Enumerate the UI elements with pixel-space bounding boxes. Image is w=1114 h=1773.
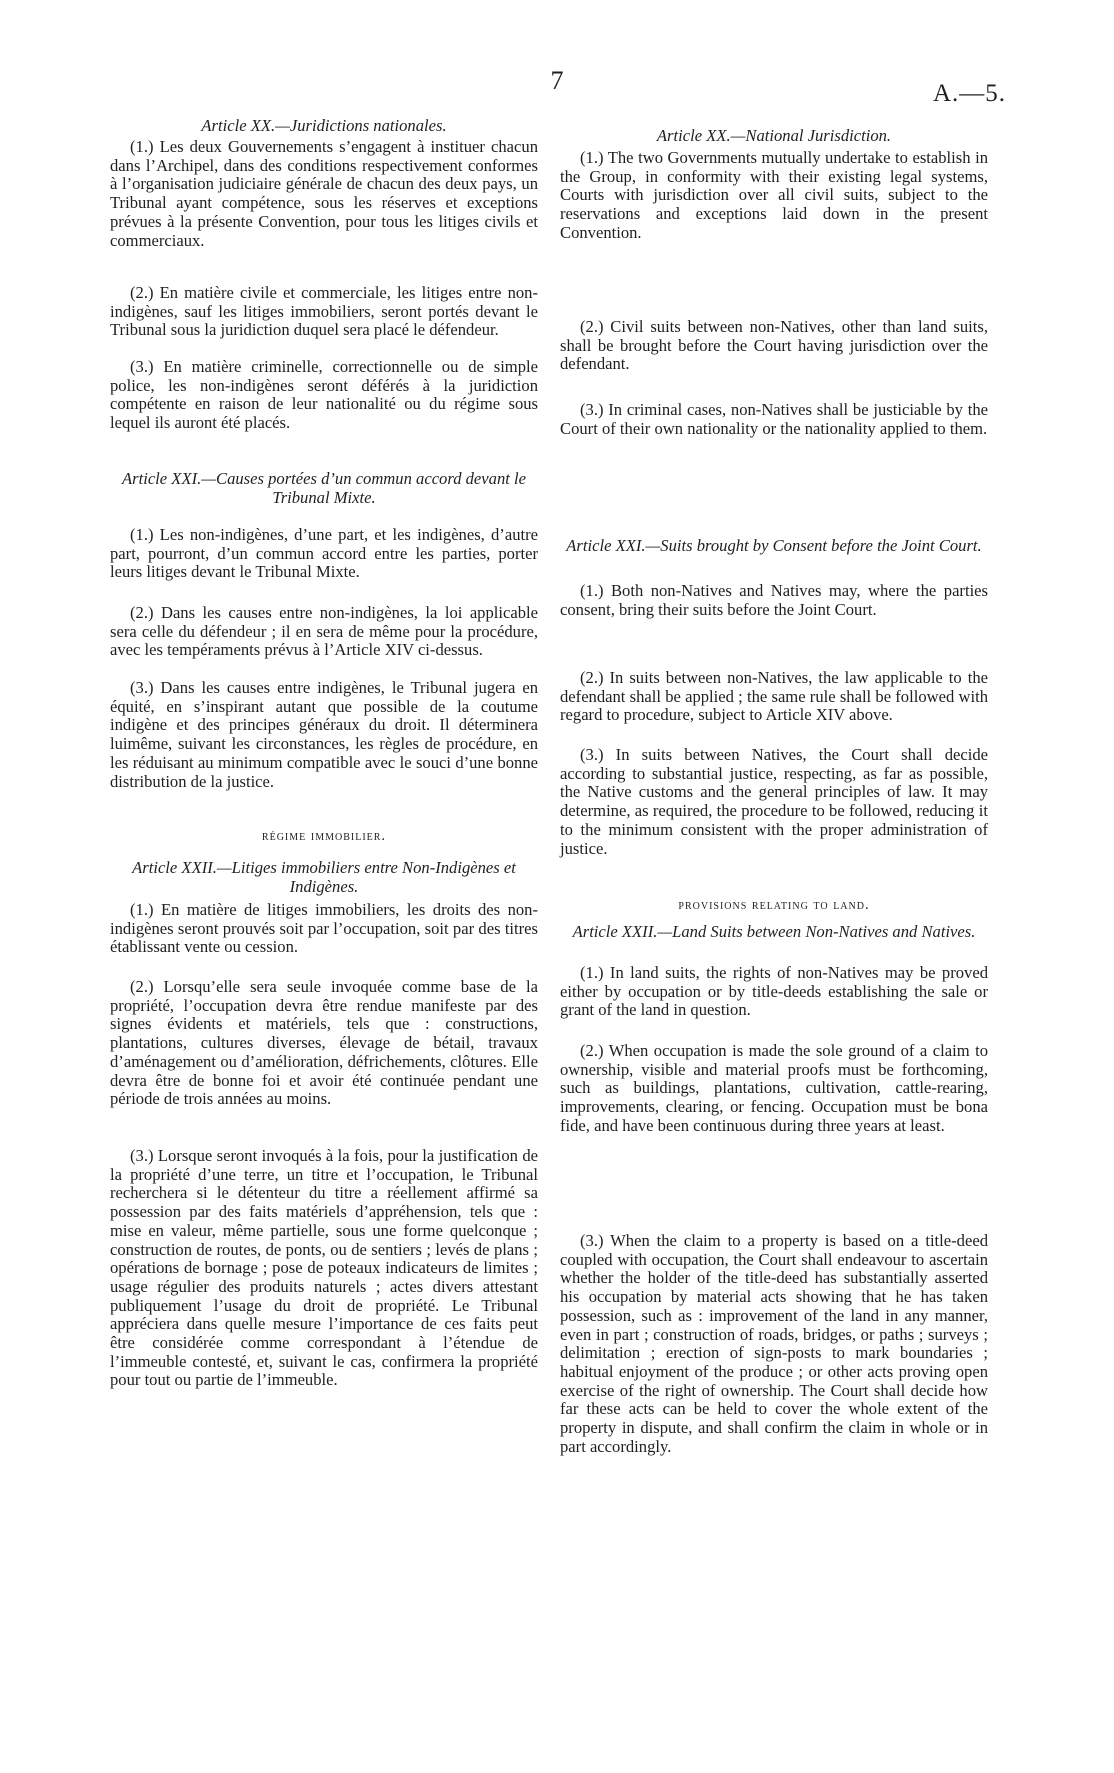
en-article-21-para-1: (1.) Both non-Natives and Natives may, where the parties consent, bring their suits before the Joint Court. [560, 581, 988, 619]
document-reference: A.—5. [932, 80, 1006, 107]
en-article-20-para-3: (3.) In criminal cases, non-Natives shall be justiciable by the Court of their own nationality or the nationality applied to them. [560, 400, 988, 438]
fr-section-title: régime immobilier. [261, 828, 387, 844]
fr-article-21-para-3: (3.) Dans les causes entre indigènes, le Tribunal jugera en équité, en s’inspirant autant que possible de la coutume indigène et des principes généraux du droit. Il déterminera luimême, suivant les circonstances, les règles de procédure, en les réduisant au minimum compatible avec le souci d’une bonne distribution de la justice. [110, 678, 538, 791]
fr-article-22-heading: Article XXII.—Litiges immobiliers entre Non-Indigènes et Indigènes. [132, 858, 516, 896]
en-article-22-para-1: (1.) In land suits, the rights of non-Natives may be proved either by occupation or by title-deeds establishing the sale or grant of the land in question. [560, 963, 988, 1020]
fr-article-22-para-2: (2.) Lorsqu’elle sera seule invoquée comme base de la propriété, l’occupation devra être rendue manifeste par des signes évidents et matériels, tels que : constructions, plantations, cultures diverses, élevage de bétail, travaux d’aménagement ou d’amélioration, défrichements, clôtures. Elle devra être de bonne foi et avoir été continuée pendant une période de trois années au moins. [110, 977, 538, 1109]
fr-article-21-para-2: (2.) Dans les causes entre non-indigènes, la loi applicable sera celle du défendeur ; il en sera de même pour la procédure, avec les tempéraments prévus à l’Article XIV ci-dessus. [110, 603, 538, 660]
en-article-21-heading: Article XXI.—Suits brought by Consent before the Joint Court. [566, 536, 982, 555]
fr-article-20-para-2: (2.) En matière civile et commerciale, les litiges entre non-indigènes, sauf les litiges immobiliers, seront portés devant le Tribunal sous la juridiction duquel sera placé le défendeur. [110, 283, 538, 340]
en-article-20-para-1: (1.) The two Governments mutually undertake to establish in the Group, in conformity with their existing legal systems, Courts with jurisdiction over all civil suits, subject to the reservations and exceptions laid down in the present Convention. [560, 148, 988, 242]
en-article-22-para-2: (2.) When occupation is made the sole ground of a claim to ownership, visible and material proofs must be forthcoming, such as buildings, plantations, cultivation, cattle-rearing, improvements, clearing, or fencing. Occupation must be bona fide, and have been continuous during three years at least. [560, 1041, 988, 1135]
fr-article-20-para-3: (3.) En matière criminelle, correctionnelle ou de simple police, les non-indigènes seront déférés à la juridiction compétente en raison de leur nationalité ou du régime sous lequel ils auront été placés. [110, 357, 538, 433]
en-article-21-para-3: (3.) In suits between Natives, the Court shall decide according to substantial justice, respecting, as far as possible, the Native customs and the general principles of law. It may determine, as required, the procedure to be followed, reducing it to the minimum consistent with the proper administration of justice. [560, 745, 988, 858]
en-article-21-para-2: (2.) In suits between non-Natives, the law applicable to the defendant shall be applied ; the same rule shall be followed with regard to procedure, subject to Article XIV above. [560, 668, 988, 725]
fr-article-20-heading: Article XX.—Juridictions nationales. [201, 116, 447, 135]
page-number: 7 [550, 66, 564, 95]
fr-article-22-para-3: (3.) Lorsque seront invoqués à la fois, pour la justification de la propriété d’une terre, un titre et l’occupation, le Tribunal recherchera si le détenteur du titre a réellement affirmé sa possession par des faits matériels d’appréhension, tels que : mise en valeur, même partielle, sous une forme quelconque ; construction de routes, de ponts, ou de sentiers ; levés de plans ; opérations de bornage ; pose de poteaux indicateurs de limites ; usage régulier des produits naturels ; actes divers attestant publiquement l’usage du droit de propriété. Le Tribunal appréciera dans quelle mesure l’importance de ces faits peut être considérée comme correspondant à l’étendue de l’immeuble contesté, et, suivant le cas, confirmera la propriété pour tout ou partie de l’immeuble. [110, 1146, 538, 1390]
en-article-22-heading: Article XXII.—Land Suits between Non-Natives and Natives. [572, 922, 976, 941]
fr-article-21-para-1: (1.) Les non-indigènes, d’une part, et les indigènes, d’autre part, pourront, d’un commun accord entre les parties, porter leurs litiges devant le Tribunal Mixte. [110, 525, 538, 582]
fr-article-20-para-1: (1.) Les deux Gouvernements s’engagent à instituer chacun dans l’Archipel, dans des conditions respectivement conformes à l’organisation judiciaire générale de chacun des deux pays, un Tribunal ayant compétence, sous les réserves et exceptions prévues à la présente Convention, pour tous les litiges civils et commerciaux. [110, 137, 538, 250]
fr-article-22-para-1: (1.) En matière de litiges immobiliers, les droits des non-indigènes seront prouvés soit par l’occupation, soit par des titres établissant vente ou cession. [110, 900, 538, 957]
en-article-20-para-2: (2.) Civil suits between non-Natives, other than land suits, shall be brought before the Court having jurisdiction over the defendant. [560, 317, 988, 374]
en-article-20-heading: Article XX.—National Jurisdiction. [656, 126, 892, 145]
fr-article-21-heading: Article XXI.—Causes portées d’un commun accord devant le Tribunal Mixte. [122, 469, 526, 507]
en-article-22-para-3: (3.) When the claim to a property is based on a title-deed coupled with occupation, the Court shall endeavour to ascertain whether the holder of the title-deed has substantially asserted his occupation by material acts showing that he has taken possession, such as : improvement of the land in any manner, even in part ; construction of roads, bridges, or paths ; surveys ; delimitation ; erection of sign-posts to mark boundaries ; habitual enjoyment of the produce ; or other acts proving open exercise of the right of ownership. The Court shall decide how far these acts can be held to cover the whole extent of the property in dispute, and shall confirm the claim in whole or in part accordingly. [560, 1231, 988, 1456]
en-section-title: provisions relating to land. [678, 897, 870, 913]
